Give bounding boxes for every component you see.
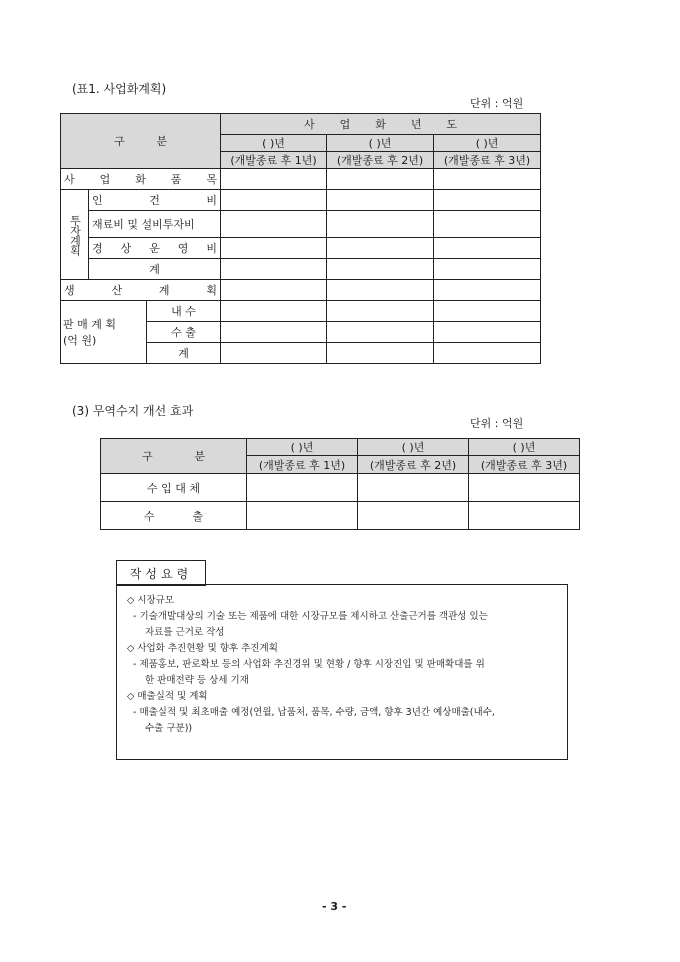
row-export-label: 수 출 xyxy=(147,322,221,343)
page-number: - 3 - xyxy=(322,900,347,913)
cell-invest-total-y3[interactable] xyxy=(434,259,541,280)
table2-year-col-1: ( )년 xyxy=(247,439,358,456)
guide-title: 작성요령 xyxy=(116,560,206,586)
guide-line: 한 판매전략 등 상세 기재 xyxy=(145,675,249,686)
row-invest-total-label: 계 xyxy=(89,259,221,280)
table1-year-col-2: ( )년 xyxy=(327,135,434,152)
row-production-label: 생 산 계 획 xyxy=(61,280,221,301)
cell-sales-total-y3[interactable] xyxy=(434,343,541,364)
table2-year-col-3: ( )년 xyxy=(469,439,580,456)
guide-line: ◇ 사업화 추진현황 및 향후 추진계획 xyxy=(127,643,278,654)
row-domestic-label: 내 수 xyxy=(147,301,221,322)
guide-line: 수출 구분)) xyxy=(145,723,193,734)
row-labor-label: 인 건 비 xyxy=(89,190,221,211)
cell-sales-total-y2[interactable] xyxy=(327,343,434,364)
cell-operation-y2[interactable] xyxy=(327,238,434,259)
table1-header-year-group: 사 업 화 년 도 xyxy=(221,114,541,135)
table2-year-sub-2: (개발종료 후 2년) xyxy=(358,456,469,474)
cell-domestic-y3[interactable] xyxy=(434,301,541,322)
cell-export2-y3[interactable] xyxy=(469,502,580,530)
cell-domestic-y1[interactable] xyxy=(221,301,327,322)
cell-export-y2[interactable] xyxy=(327,322,434,343)
row-import-sub-label: 수 입 대 체 xyxy=(101,474,247,502)
table2-year-col-2: ( )년 xyxy=(358,439,469,456)
cell-material-y1[interactable] xyxy=(221,211,327,238)
cell-export-y1[interactable] xyxy=(221,322,327,343)
row-sales-label: 판 매 계 획 (억 원) xyxy=(61,301,147,364)
cell-invest-total-y1[interactable] xyxy=(221,259,327,280)
cell-product-y3[interactable] xyxy=(434,169,541,190)
cell-labor-y2[interactable] xyxy=(327,190,434,211)
table2-year-sub-1: (개발종료 후 1년) xyxy=(247,456,358,474)
table1-year-col-1: ( )년 xyxy=(221,135,327,152)
cell-export2-y1[interactable] xyxy=(247,502,358,530)
cell-operation-y1[interactable] xyxy=(221,238,327,259)
guide-line: - 매출실적 및 최초매출 예정(연월, 납품처, 품목, 수량, 금액, 향후 3년간 예상매출(내수, xyxy=(133,707,495,718)
guide-line: - 제품홍보, 판로확보 등의 사업화 추진경위 및 현황 / 향후 시장진입 및 판매확대를 위 xyxy=(133,659,485,670)
guide-line: ◇ 시장규모 xyxy=(127,595,175,606)
table1-caption: (표1. 사업화계획) xyxy=(72,82,167,96)
table2-year-sub-3: (개발종료 후 3년) xyxy=(469,456,580,474)
table2-caption: (3) 무역수지 개선 효과 xyxy=(72,404,194,418)
guide-box xyxy=(116,584,568,760)
trade-balance-table xyxy=(100,438,580,530)
cell-import-sub-y3[interactable] xyxy=(469,474,580,502)
row-invest-label: 투자계획 xyxy=(61,190,89,280)
cell-product-y1[interactable] xyxy=(221,169,327,190)
cell-import-sub-y2[interactable] xyxy=(358,474,469,502)
row-export2-label: 수 출 xyxy=(101,502,247,530)
table1-year-col-3: ( )년 xyxy=(434,135,541,152)
cell-labor-y3[interactable] xyxy=(434,190,541,211)
row-material-label: 재료비 및 설비투자비 xyxy=(89,211,221,238)
row-sales-total-label: 계 xyxy=(147,343,221,364)
table1-year-sub-3: (개발종료 후 3년) xyxy=(434,152,541,169)
guide-line: 자료를 근거로 작성 xyxy=(145,627,225,638)
cell-invest-total-y2[interactable] xyxy=(327,259,434,280)
cell-domestic-y2[interactable] xyxy=(327,301,434,322)
cell-material-y2[interactable] xyxy=(327,211,434,238)
table1-year-sub-1: (개발종료 후 1년) xyxy=(221,152,327,169)
guide-line: - 기술개발대상의 기술 또는 제품에 대한 시장규모를 제시하고 산출근거를 객관성 있는 xyxy=(133,611,488,622)
cell-export2-y2[interactable] xyxy=(358,502,469,530)
business-plan-table xyxy=(60,113,541,364)
table2-header-gubun: 구 분 xyxy=(101,439,247,474)
cell-production-y1[interactable] xyxy=(221,280,327,301)
row-product-label: 사 업 화 품 목 xyxy=(61,169,221,190)
table1-unit: 단위 : 억원 xyxy=(470,97,524,110)
cell-sales-total-y1[interactable] xyxy=(221,343,327,364)
cell-labor-y1[interactable] xyxy=(221,190,327,211)
cell-production-y2[interactable] xyxy=(327,280,434,301)
guide-line: ◇ 매출실적 및 계획 xyxy=(127,691,208,702)
row-operation-label: 경 상 운 영 비 xyxy=(89,238,221,259)
cell-production-y3[interactable] xyxy=(434,280,541,301)
table2-unit: 단위 : 억원 xyxy=(470,417,524,430)
cell-operation-y3[interactable] xyxy=(434,238,541,259)
cell-import-sub-y1[interactable] xyxy=(247,474,358,502)
cell-export-y3[interactable] xyxy=(434,322,541,343)
table1-header-gubun: 구 분 xyxy=(61,114,221,169)
cell-material-y3[interactable] xyxy=(434,211,541,238)
table1-year-sub-2: (개발종료 후 2년) xyxy=(327,152,434,169)
cell-product-y2[interactable] xyxy=(327,169,434,190)
